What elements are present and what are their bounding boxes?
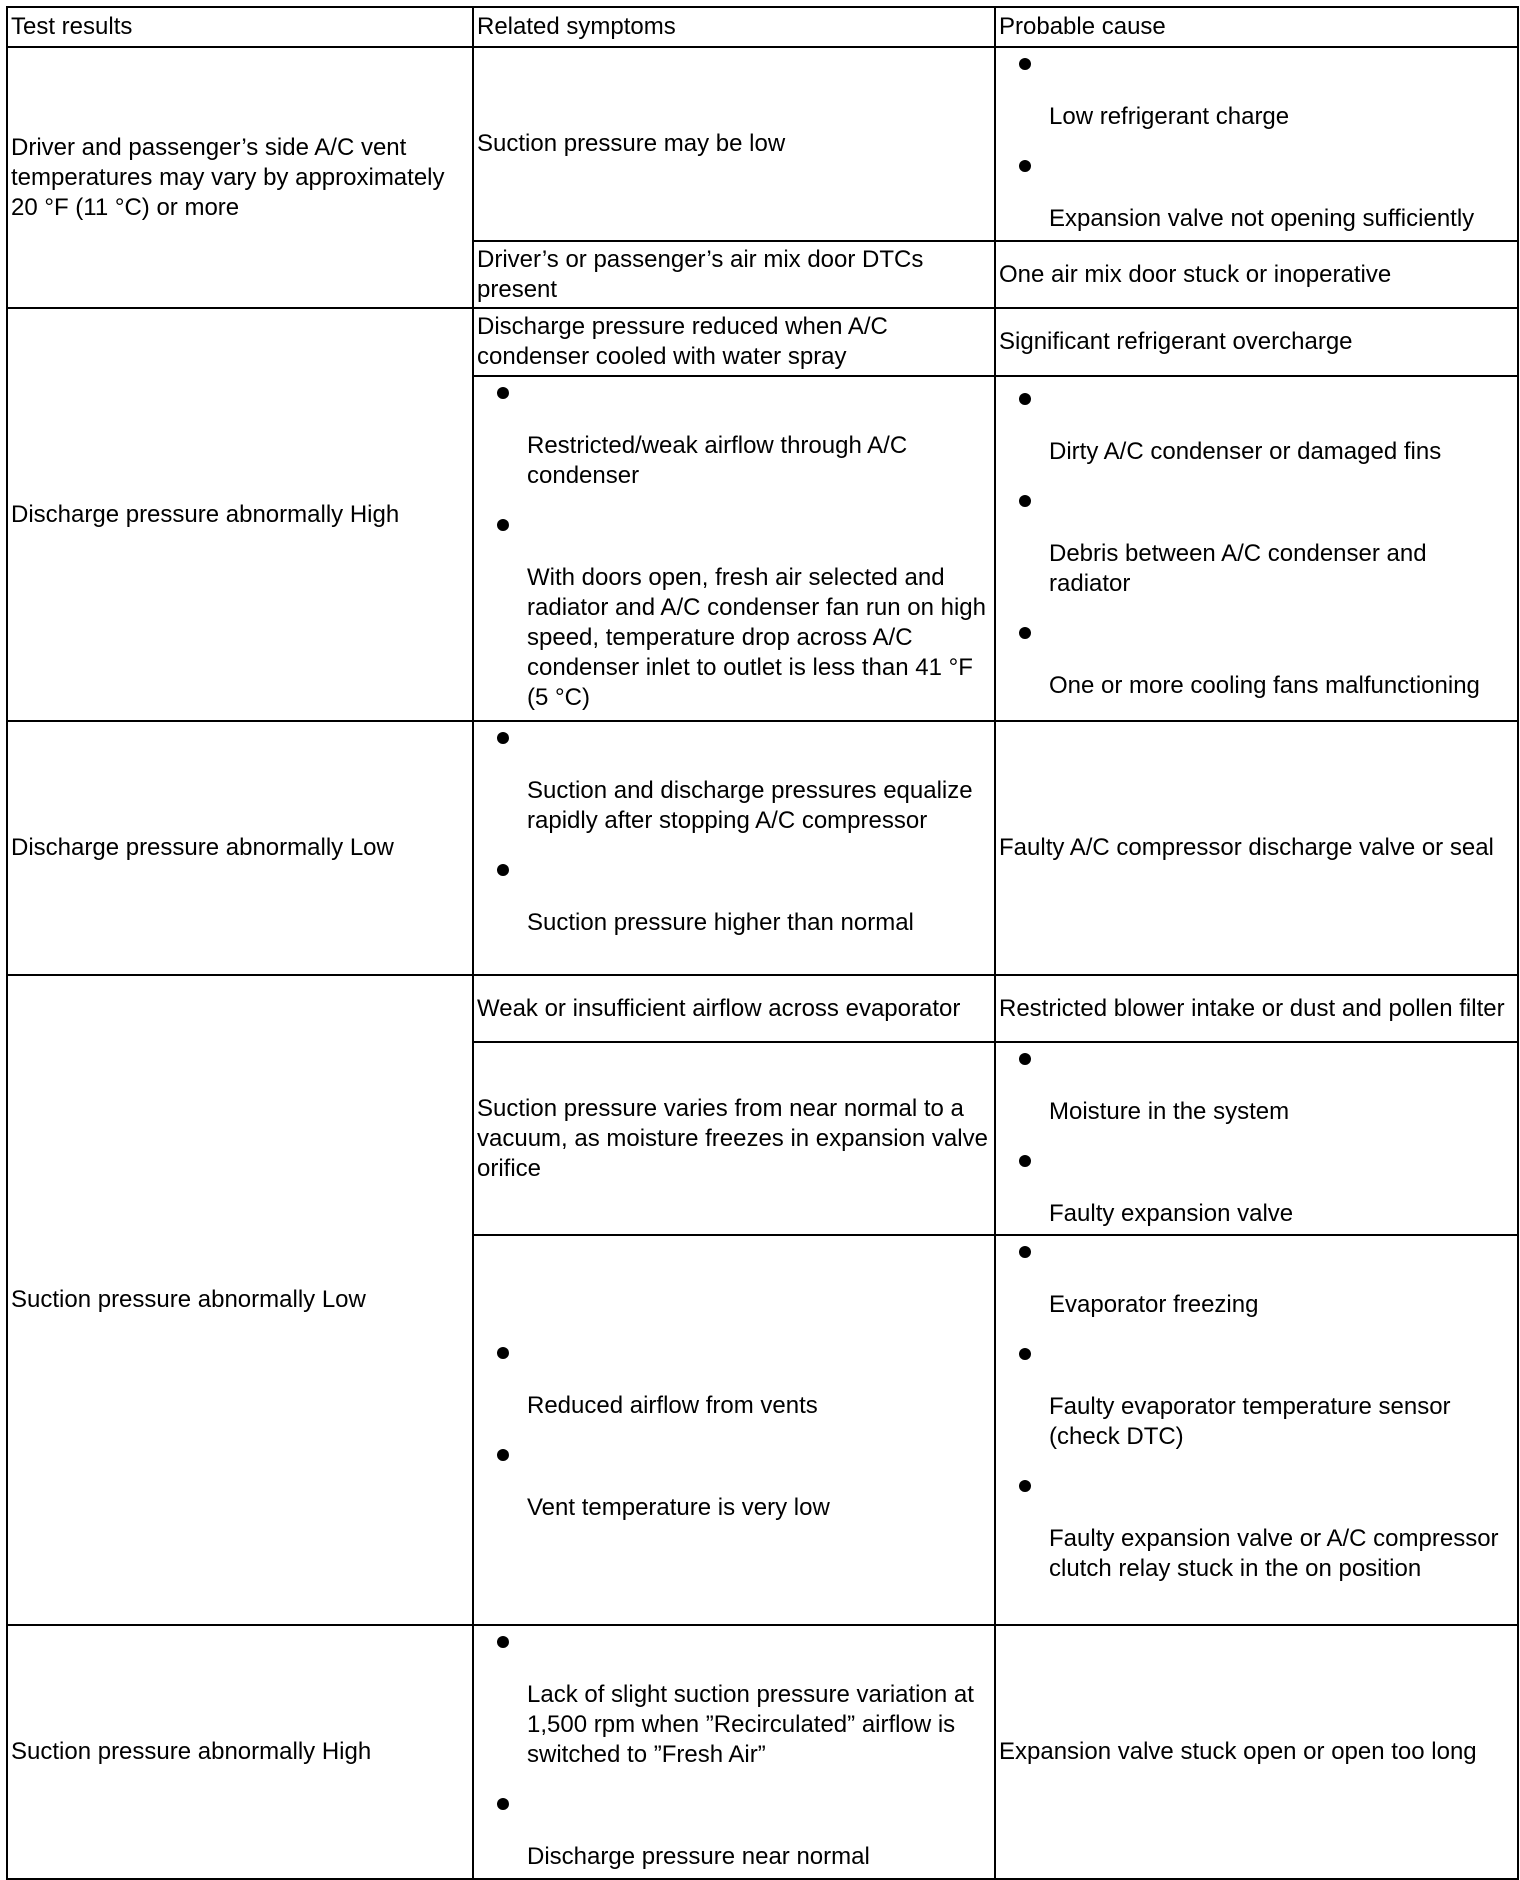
symptom-cell: Weak or insufficient airflow across evaporator: [473, 975, 995, 1042]
header-test-results: Test results: [7, 7, 473, 47]
list-item: Faulty expansion valve: [999, 1145, 1514, 1229]
bullet-icon: [497, 1636, 509, 1648]
bullet-icon: [1019, 627, 1031, 639]
cause-cell: [995, 1042, 1518, 1235]
test-result-cell: Discharge pressure abnormally Low: [7, 721, 473, 975]
cause-cell: Restricted blower intake or dust and pollen filter: [995, 975, 1518, 1042]
test-result-cell: Driver and passenger’s side A/C vent temperatures may vary by approximately 20 °F (11 °C) or more: [7, 47, 473, 308]
diagnosis-table: [6, 6, 1519, 1880]
cause-cell: [995, 47, 1518, 241]
test-result-cell: Suction pressure abnormally High: [7, 1625, 473, 1879]
bullet-icon: [1019, 1053, 1031, 1065]
bullet-icon: [497, 864, 509, 876]
bullet-icon: [497, 1449, 509, 1461]
bullet-icon: [497, 732, 509, 744]
table-row: [7, 1625, 1518, 1879]
test-result-cell: Discharge pressure abnormally High: [7, 308, 473, 721]
list-item: Discharge pressure near normal: [477, 1788, 991, 1872]
list-item: Moisture in the system: [999, 1043, 1514, 1127]
list-item: Faulty evaporator temperature sensor (check DTC): [999, 1338, 1514, 1452]
list-item: Evaporator freezing: [999, 1236, 1514, 1320]
table-row: [7, 47, 1518, 241]
list-item: Dirty A/C condenser or damaged fins: [999, 383, 1514, 467]
symptom-cell: [473, 1235, 995, 1625]
bullet-icon: [497, 1798, 509, 1810]
bullet-icon: [497, 1347, 509, 1359]
list-item: Low refrigerant charge: [999, 48, 1514, 132]
list-item: Suction and discharge pressures equalize rapidly after stopping A/C compressor: [477, 722, 991, 836]
table-row: [7, 308, 1518, 376]
list-item: Faulty expansion valve or A/C compressor clutch relay stuck in the on position: [999, 1470, 1514, 1584]
list-item: Vent temperature is very low: [477, 1439, 991, 1523]
cause-cell: Faulty A/C compressor discharge valve or seal: [995, 721, 1518, 975]
cause-cell: One air mix door stuck or inoperative: [995, 241, 1518, 308]
bullet-icon: [1019, 495, 1031, 507]
header-probable-cause: Probable cause: [995, 7, 1518, 47]
symptom-cell: [473, 1625, 995, 1879]
table-row: [7, 721, 1518, 975]
symptom-cell: [473, 376, 995, 721]
cause-cell: Significant refrigerant overcharge: [995, 308, 1518, 376]
list-item: With doors open, fresh air selected and radiator and A/C condenser fan run on high speed, temperature drop across A/C condenser inlet to outlet is less than 41 °F (5 °C): [477, 509, 991, 713]
symptom-cell: Discharge pressure reduced when A/C condenser cooled with water spray: [473, 308, 995, 376]
bullet-icon: [1019, 1480, 1031, 1492]
table-header-row: [7, 7, 1518, 47]
cause-cell: [995, 1235, 1518, 1625]
bullet-icon: [1019, 1348, 1031, 1360]
bullet-icon: [1019, 393, 1031, 405]
list-item: Reduced airflow from vents: [477, 1337, 991, 1421]
bullet-icon: [1019, 160, 1031, 172]
cause-cell: Expansion valve stuck open or open too long: [995, 1625, 1518, 1879]
bullet-icon: [497, 519, 509, 531]
bullet-icon: [1019, 58, 1031, 70]
list-item: Lack of slight suction pressure variation at 1,500 rpm when ”Recirculated” airflow is switched to ”Fresh Air”: [477, 1626, 991, 1770]
symptom-cell: Suction pressure varies from near normal to a vacuum, as moisture freezes in expansion valve orifice: [473, 1042, 995, 1235]
list-item: One or more cooling fans malfunctioning: [999, 617, 1514, 701]
symptom-cell: [473, 721, 995, 975]
symptom-cell: Driver’s or passenger’s air mix door DTCs present: [473, 241, 995, 308]
test-result-cell: Suction pressure abnormally Low: [7, 975, 473, 1625]
symptom-cell: Suction pressure may be low: [473, 47, 995, 241]
bullet-icon: [497, 387, 509, 399]
list-item: Expansion valve not opening sufficiently: [999, 150, 1514, 234]
table-row: [7, 975, 1518, 1042]
list-item: Restricted/weak airflow through A/C condenser: [477, 377, 991, 491]
list-item: Suction pressure higher than normal: [477, 854, 991, 938]
header-related-symptoms: Related symptoms: [473, 7, 995, 47]
cause-cell: [995, 376, 1518, 721]
bullet-icon: [1019, 1155, 1031, 1167]
bullet-icon: [1019, 1246, 1031, 1258]
list-item: Debris between A/C condenser and radiator: [999, 485, 1514, 599]
